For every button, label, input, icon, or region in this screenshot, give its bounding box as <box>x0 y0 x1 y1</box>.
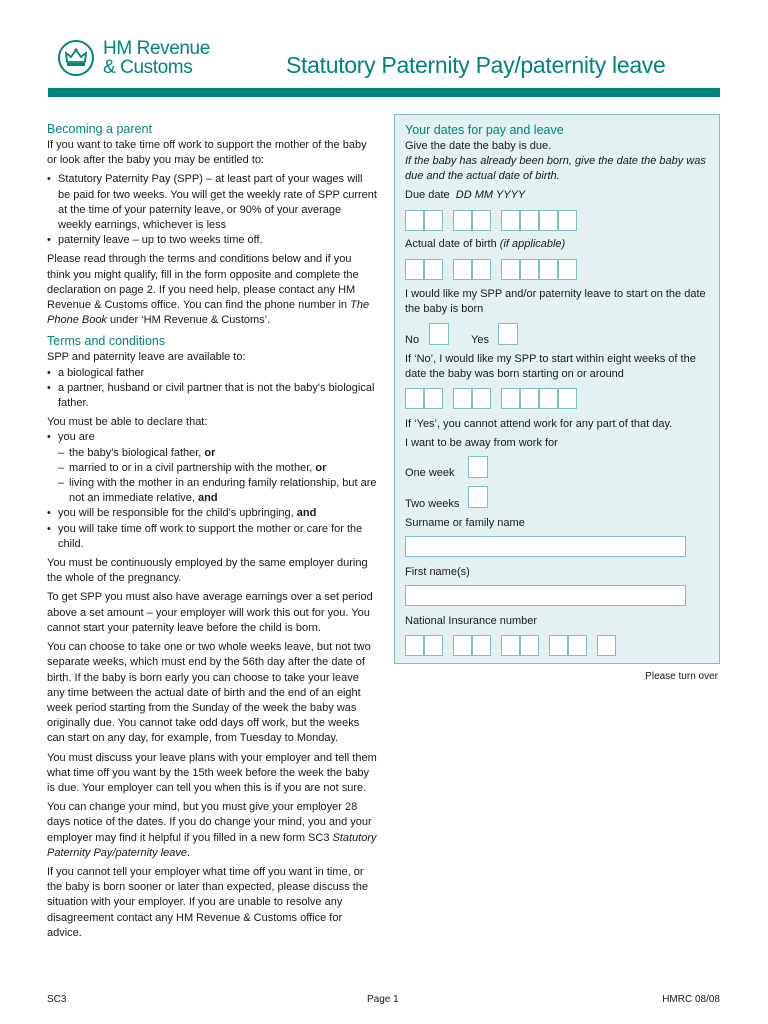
bold-text: or <box>315 461 327 474</box>
if-yes-text: If ‘Yes’, you cannot attend work for any part of that day. <box>405 418 673 430</box>
footer-page-number: Page 1 <box>367 994 399 1005</box>
date-digit-box[interactable] <box>501 210 520 231</box>
first-name-input[interactable] <box>405 585 686 606</box>
paragraph: You must be able to declare that: <box>47 416 208 429</box>
bold-text: or <box>204 446 216 459</box>
italic-text: The Phone Book <box>47 299 370 327</box>
ni-number-label: National Insurance number <box>405 615 538 627</box>
list-item: • a biological father <box>47 366 377 381</box>
date-digit-box[interactable] <box>501 259 520 280</box>
actual-date-boxes[interactable] <box>405 259 577 280</box>
paragraph: You must be continuously employed by the same employer during the whole of the pregnancy. <box>47 557 368 585</box>
date-digit-box[interactable] <box>539 259 558 280</box>
date-digit-box[interactable] <box>520 210 539 231</box>
no-label: No <box>405 334 420 346</box>
ni-digit-box[interactable] <box>501 635 520 656</box>
dates-form-panel <box>394 114 720 664</box>
ni-digit-box[interactable] <box>472 635 491 656</box>
heading-terms-conditions: Terms and conditions <box>47 334 166 349</box>
date-digit-box[interactable] <box>472 388 491 409</box>
no-checkbox[interactable] <box>429 323 449 345</box>
text-run: married to or in a civil partnership with the mother, <box>69 461 316 474</box>
one-week-checkbox[interactable] <box>468 456 488 478</box>
date-format-hint: DD MM YYYY <box>455 189 526 201</box>
list-item <box>47 506 377 521</box>
text-run: Please read through the terms and conditions below and if you think you might qualify, fill in the form opposite and complete the declaration on page 2. If you need help, please contact any HM Revenue & Customs office. You can find the phone number in <box>47 253 359 312</box>
date-digit-box[interactable] <box>558 388 577 409</box>
date-digit-box[interactable] <box>501 388 520 409</box>
ni-digit-box[interactable] <box>424 635 443 656</box>
heading-becoming-parent: Becoming a parent <box>47 122 152 136</box>
list-item: • you will take time off work to support the mother or care for the child. <box>47 522 377 552</box>
paragraph: If you cannot tell your employer what time off you want in time, or the baby is born sooner or later than expected, please discuss the situation with your employer. If you are unable to resolve any disagreement contact any HM Revenue & Customs office for advice. <box>47 865 369 939</box>
ni-number-boxes[interactable] <box>405 635 616 656</box>
sub-list-item: – married to or in a civil partnership with the mother, or <box>58 461 327 474</box>
paragraph: SPP and paternity leave are available to: <box>47 351 246 364</box>
two-weeks-label: Two weeks <box>405 498 460 510</box>
paragraph: To get SPP you must also have average earnings over a set period above a set amount – your employer will work this out for you. You cannot start your paternity leave before the child is born. <box>47 591 373 634</box>
bullet-list <box>47 430 377 552</box>
logo-line-1: HM Revenue <box>103 38 210 59</box>
first-name-label: First name(s) <box>405 566 470 578</box>
date-digit-box[interactable] <box>405 210 424 231</box>
text-run: the baby's biological father, <box>69 446 205 459</box>
one-week-label: One week <box>405 467 455 479</box>
footer-version: HMRC 08/08 <box>662 994 720 1005</box>
date-digit-box[interactable] <box>539 210 558 231</box>
date-digit-box[interactable] <box>405 259 424 280</box>
intro-italic-text: If the baby has already been born, give the date the baby was due and the actual date of birth. <box>405 155 706 183</box>
logo-wordmark <box>103 39 210 77</box>
date-digit-box[interactable] <box>520 259 539 280</box>
panel-heading: Your dates for pay and leave <box>405 123 564 137</box>
text-run: under ‘HM Revenue & Customs’. <box>106 314 271 327</box>
list-item: • paternity leave – up to two weeks time off. <box>47 233 377 248</box>
yes-checkbox[interactable] <box>498 323 518 345</box>
ni-digit-box[interactable] <box>549 635 568 656</box>
text-run: . <box>187 846 191 859</box>
paragraph <box>47 252 377 328</box>
paragraph <box>47 800 377 861</box>
intro-text: Give the date the baby is due. <box>405 140 552 152</box>
left-column <box>47 122 377 945</box>
yes-label: Yes <box>471 334 489 346</box>
italic-text: Statutory Paternity Pay/paternity leave <box>47 831 377 859</box>
ni-digit-box[interactable] <box>405 635 424 656</box>
ni-digit-box[interactable] <box>520 635 539 656</box>
list-item: • you are <box>47 430 377 445</box>
date-digit-box[interactable] <box>424 210 443 231</box>
date-digit-box[interactable] <box>472 259 491 280</box>
two-weeks-checkbox[interactable] <box>468 486 488 508</box>
actual-date-note: (if applicable) <box>499 238 566 250</box>
start-question: I would like my SPP and/or paternity leave to start on the date the baby is born <box>405 288 706 315</box>
date-digit-box[interactable] <box>539 388 558 409</box>
sub-list-item: – living with the mother in an enduring family relationship, but are not an immediate relative, and <box>58 477 377 505</box>
crown-crest-icon <box>58 40 94 76</box>
date-digit-box[interactable] <box>453 210 472 231</box>
list-item: • Statutory Paternity Pay (SPP) – at least part of your wages will be paid for two weeks. You will get the weekly rate of SPP current at the time of your paternity leave, or 90% of your average weekly earnings, whichever is less <box>47 172 377 233</box>
ni-digit-box[interactable] <box>453 635 472 656</box>
date-digit-box[interactable] <box>424 388 443 409</box>
hmrc-logo <box>58 39 210 77</box>
ni-digit-box[interactable] <box>568 635 587 656</box>
actual-date-label-text: Actual date of birth <box>405 238 497 250</box>
away-label: I want to be away from work for <box>405 437 558 449</box>
date-digit-box[interactable] <box>405 388 424 409</box>
page-title: Statutory Paternity Pay/paternity leave <box>286 52 666 78</box>
date-digit-box[interactable] <box>424 259 443 280</box>
date-digit-box[interactable] <box>453 388 472 409</box>
bold-text: and <box>296 507 317 520</box>
please-turn-over: Please turn over <box>645 671 718 682</box>
start-date-boxes[interactable] <box>405 388 577 409</box>
paragraph: If you want to take time off work to support the mother of the baby or look after the baby you may be entitled to: <box>47 139 367 167</box>
list-item: • a partner, husband or civil partner that is not the baby's biological father. <box>47 381 377 411</box>
header-rule <box>48 88 720 97</box>
text-run: living with the mother in an enduring family relationship, but are not an immediate relative, <box>69 477 377 505</box>
ni-digit-box[interactable] <box>597 635 616 656</box>
date-digit-box[interactable] <box>558 259 577 280</box>
bold-text: and <box>198 492 218 505</box>
paragraph: You must discuss your leave plans with your employer and tell them what time off you want by the 15th week before the week the baby is due. Your employer can tell you when this is if you are not sure. <box>47 751 377 794</box>
actual-date-label <box>405 237 565 252</box>
text-run: you will be responsible for the child's upbringing, <box>58 507 297 520</box>
logo-line-2: & Customs <box>103 57 193 78</box>
footer-form-code: SC3 <box>47 994 67 1005</box>
text-run: You can change your mind, but you must give your employer 28 days notice of the dates. If you do change your mind, you and your employer may find it helpful if you filled in a new form SC3 <box>47 801 372 844</box>
surname-input[interactable] <box>405 536 686 557</box>
paragraph: You can choose to take one or two whole weeks leave, but not two separate weeks, which must end by the 56th day after the date of birth. If the baby is born early you can choose to take your leave any time between the actual date of birth and the end of an eight week period starting from the Sunday of the week the baby was originally due. You cannot take odd days off work, but the weeks can start on any day, for example, from Tuesday to Monday. <box>47 641 371 745</box>
if-no-text: If ‘No’, I would like my SPP to start within eight weeks of the date the baby was born starting on or around <box>405 353 696 380</box>
due-date-label-text: Due date <box>405 189 450 201</box>
panel-intro <box>405 123 715 185</box>
surname-label: Surname or family name <box>405 517 525 529</box>
date-digit-box[interactable] <box>520 388 539 409</box>
bullet-list <box>47 366 377 412</box>
date-digit-box[interactable] <box>453 259 472 280</box>
bullet-list <box>47 172 377 248</box>
due-date-boxes[interactable] <box>405 210 577 231</box>
date-digit-box[interactable] <box>558 210 577 231</box>
sub-list-item: – the baby's biological father, or <box>58 446 216 459</box>
date-digit-box[interactable] <box>472 210 491 231</box>
due-date-label <box>405 188 525 203</box>
